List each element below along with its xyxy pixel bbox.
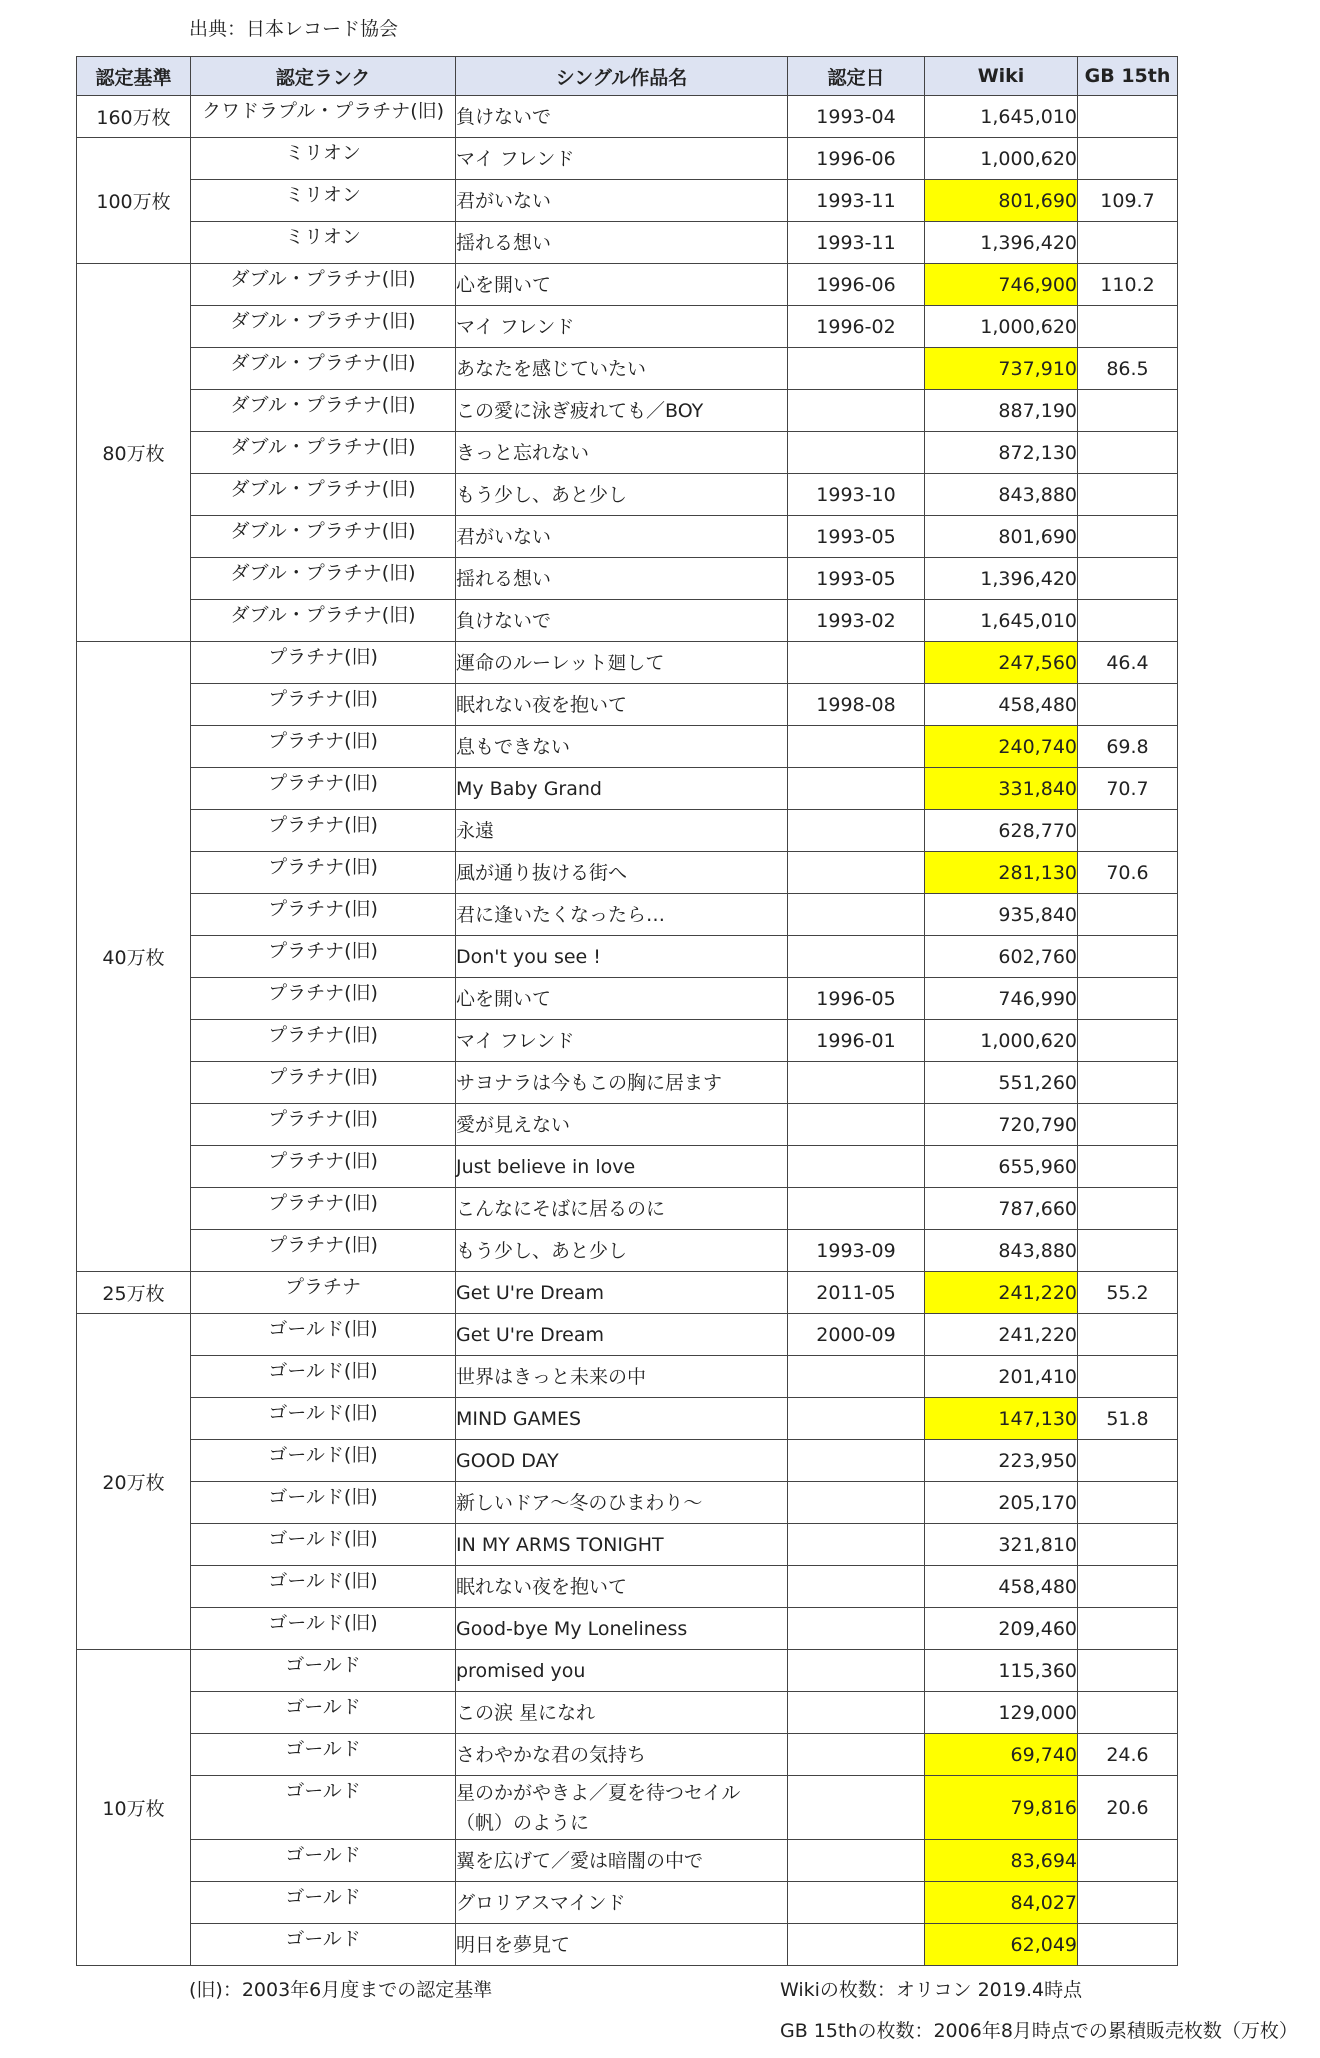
wiki-cell: 281,130 <box>925 852 1078 894</box>
title-cell: 愛が見えない <box>456 1104 788 1146</box>
rank-cell: プラチナ(旧) <box>191 894 456 936</box>
date-cell <box>788 1608 925 1650</box>
rank-cell: ダブル・プラチナ(旧) <box>191 348 456 390</box>
date-cell <box>788 810 925 852</box>
table-row <box>77 1776 1178 1840</box>
date-cell <box>788 348 925 390</box>
date-cell <box>788 1692 925 1734</box>
rank-cell: ゴールド <box>191 1924 456 1966</box>
date-cell <box>788 1146 925 1188</box>
wiki-cell: 201,410 <box>925 1356 1078 1398</box>
table-row <box>77 222 1178 264</box>
table-row <box>77 1188 1178 1230</box>
table-row <box>77 1356 1178 1398</box>
wiki-cell: 1,645,010 <box>925 96 1078 138</box>
rank-cell: ゴールド(旧) <box>191 1482 456 1524</box>
wiki-cell: 655,960 <box>925 1146 1078 1188</box>
gb15th-cell <box>1078 1440 1178 1482</box>
date-cell: 1993-05 <box>788 558 925 600</box>
gb15th-cell <box>1078 600 1178 642</box>
wiki-cell: 1,396,420 <box>925 558 1078 600</box>
gb15th-cell <box>1078 684 1178 726</box>
title-cell: 君がいない <box>456 516 788 558</box>
wiki-cell: 241,220 <box>925 1314 1078 1356</box>
rank-cell: プラチナ(旧) <box>191 1062 456 1104</box>
rank-cell: ゴールド <box>191 1734 456 1776</box>
gb15th-cell <box>1078 1188 1178 1230</box>
table-row <box>77 180 1178 222</box>
gb15th-cell: 51.8 <box>1078 1398 1178 1440</box>
title-cell: My Baby Grand <box>456 768 788 810</box>
wiki-cell: 1,645,010 <box>925 600 1078 642</box>
title-cell: 揺れる想い <box>456 222 788 264</box>
date-cell <box>788 1734 925 1776</box>
threshold-cell: 25万枚 <box>77 1272 191 1314</box>
rank-cell: プラチナ(旧) <box>191 768 456 810</box>
wiki-cell: 746,990 <box>925 978 1078 1020</box>
gb15th-cell <box>1078 1020 1178 1062</box>
header-gb15th: GB 15th <box>1078 57 1178 96</box>
source-caption: 出典：日本レコード協会 <box>189 18 399 40</box>
wiki-cell: 69,740 <box>925 1734 1078 1776</box>
gb15th-cell <box>1078 96 1178 138</box>
title-cell: サヨナラは今もこの胸に居ます <box>456 1062 788 1104</box>
table-row <box>77 1840 1178 1882</box>
wiki-cell: 1,396,420 <box>925 222 1078 264</box>
date-cell <box>788 726 925 768</box>
wiki-cell: 935,840 <box>925 894 1078 936</box>
gb15th-cell <box>1078 558 1178 600</box>
rank-cell: プラチナ(旧) <box>191 1104 456 1146</box>
title-cell: さわやかな君の気持ち <box>456 1734 788 1776</box>
rank-cell: プラチナ(旧) <box>191 852 456 894</box>
title-cell: 眠れない夜を抱いて <box>456 684 788 726</box>
wiki-cell: 240,740 <box>925 726 1078 768</box>
gb15th-cell: 20.6 <box>1078 1776 1178 1840</box>
threshold-cell: 20万枚 <box>77 1314 191 1650</box>
wiki-cell: 241,220 <box>925 1272 1078 1314</box>
gb15th-cell <box>1078 222 1178 264</box>
date-cell <box>788 1650 925 1692</box>
title-cell: Get U're Dream <box>456 1314 788 1356</box>
date-cell <box>788 1882 925 1924</box>
date-cell: 1993-05 <box>788 516 925 558</box>
table-body <box>77 96 1178 1966</box>
date-cell <box>788 1104 925 1146</box>
date-cell: 1993-11 <box>788 222 925 264</box>
date-cell <box>788 768 925 810</box>
title-cell: 負けないで <box>456 96 788 138</box>
table-row <box>77 1882 1178 1924</box>
table-row <box>77 978 1178 1020</box>
title-cell: 君がいない <box>456 180 788 222</box>
gb15th-cell <box>1078 1608 1178 1650</box>
rank-cell: ゴールド(旧) <box>191 1566 456 1608</box>
rank-cell: ゴールド(旧) <box>191 1608 456 1650</box>
rank-cell: ゴールド <box>191 1650 456 1692</box>
table-row <box>77 1482 1178 1524</box>
rank-cell: プラチナ(旧) <box>191 1020 456 1062</box>
rank-cell: プラチナ(旧) <box>191 810 456 852</box>
gb15th-cell <box>1078 1104 1178 1146</box>
rank-cell: ダブル・プラチナ(旧) <box>191 432 456 474</box>
table-row <box>77 1440 1178 1482</box>
gb15th-cell <box>1078 474 1178 516</box>
title-cell: 揺れる想い <box>456 558 788 600</box>
gb15th-cell <box>1078 894 1178 936</box>
title-cell: 心を開いて <box>456 264 788 306</box>
gb15th-cell <box>1078 978 1178 1020</box>
gb15th-cell: 24.6 <box>1078 1734 1178 1776</box>
title-cell: この愛に泳ぎ疲れても／BOY <box>456 390 788 432</box>
wiki-cell: 458,480 <box>925 1566 1078 1608</box>
title-cell: 新しいドア～冬のひまわり～ <box>456 1482 788 1524</box>
gb15th-cell <box>1078 1650 1178 1692</box>
date-cell <box>788 1062 925 1104</box>
wiki-cell: 801,690 <box>925 180 1078 222</box>
date-cell: 1993-11 <box>788 180 925 222</box>
header-row <box>77 57 1178 96</box>
wiki-cell: 84,027 <box>925 1882 1078 1924</box>
rank-cell: プラチナ <box>191 1272 456 1314</box>
wiki-cell: 887,190 <box>925 390 1078 432</box>
title-cell: 風が通り抜ける街へ <box>456 852 788 894</box>
rank-cell: プラチナ(旧) <box>191 936 456 978</box>
date-cell <box>788 1840 925 1882</box>
gb15th-cell <box>1078 1062 1178 1104</box>
wiki-cell: 1,000,620 <box>925 306 1078 348</box>
date-cell <box>788 1188 925 1230</box>
table-row <box>77 1020 1178 1062</box>
header-rank: 認定ランク <box>191 57 456 96</box>
gb15th-cell <box>1078 1482 1178 1524</box>
date-cell <box>788 642 925 684</box>
gb15th-cell <box>1078 306 1178 348</box>
date-cell <box>788 1776 925 1840</box>
footnote-wiki: Wikiの枚数：オリコン 2019.4時点 <box>780 1979 1083 2001</box>
table-row <box>77 1062 1178 1104</box>
wiki-cell: 331,840 <box>925 768 1078 810</box>
threshold-cell: 40万枚 <box>77 642 191 1272</box>
rank-cell: ゴールド(旧) <box>191 1314 456 1356</box>
date-cell: 1996-01 <box>788 1020 925 1062</box>
title-cell: promised you <box>456 1650 788 1692</box>
rank-cell: プラチナ(旧) <box>191 642 456 684</box>
table-row <box>77 936 1178 978</box>
date-cell: 1993-09 <box>788 1230 925 1272</box>
wiki-cell: 872,130 <box>925 432 1078 474</box>
wiki-cell: 1,000,620 <box>925 1020 1078 1062</box>
table-row <box>77 264 1178 306</box>
table-row <box>77 1650 1178 1692</box>
table-row <box>77 516 1178 558</box>
title-cell: マイ フレンド <box>456 306 788 348</box>
table-row <box>77 1608 1178 1650</box>
wiki-cell: 843,880 <box>925 1230 1078 1272</box>
date-cell <box>788 1524 925 1566</box>
date-cell: 1998-08 <box>788 684 925 726</box>
date-cell <box>788 1566 925 1608</box>
date-cell <box>788 936 925 978</box>
wiki-cell: 458,480 <box>925 684 1078 726</box>
rank-cell: プラチナ(旧) <box>191 1146 456 1188</box>
date-cell <box>788 852 925 894</box>
title-cell: この涙 星になれ <box>456 1692 788 1734</box>
gb15th-cell: 70.7 <box>1078 768 1178 810</box>
table-row <box>77 1104 1178 1146</box>
table-row <box>77 768 1178 810</box>
table-row <box>77 642 1178 684</box>
wiki-cell: 746,900 <box>925 264 1078 306</box>
date-cell <box>788 390 925 432</box>
gb15th-cell: 69.8 <box>1078 726 1178 768</box>
rank-cell: ゴールド(旧) <box>191 1440 456 1482</box>
title-cell: 星のかがやきよ／夏を待つセイル（帆）のように <box>456 1776 788 1840</box>
wiki-cell: 737,910 <box>925 348 1078 390</box>
gb15th-cell <box>1078 1692 1178 1734</box>
title-cell: Just believe in love <box>456 1146 788 1188</box>
gb15th-cell <box>1078 1146 1178 1188</box>
gb15th-cell: 110.2 <box>1078 264 1178 306</box>
date-cell <box>788 432 925 474</box>
table-row <box>77 1924 1178 1966</box>
header-wiki: Wiki <box>925 57 1078 96</box>
date-cell <box>788 1440 925 1482</box>
wiki-cell: 801,690 <box>925 516 1078 558</box>
wiki-cell: 209,460 <box>925 1608 1078 1650</box>
date-cell: 1996-06 <box>788 138 925 180</box>
title-cell: GOOD DAY <box>456 1440 788 1482</box>
gb15th-cell <box>1078 390 1178 432</box>
table-row <box>77 96 1178 138</box>
gb15th-cell <box>1078 810 1178 852</box>
table-row <box>77 432 1178 474</box>
rank-cell: ゴールド(旧) <box>191 1524 456 1566</box>
date-cell: 1993-10 <box>788 474 925 516</box>
title-cell: 世界はきっと未来の中 <box>456 1356 788 1398</box>
threshold-cell: 100万枚 <box>77 138 191 264</box>
gb15th-cell <box>1078 1840 1178 1882</box>
rank-cell: ゴールド <box>191 1882 456 1924</box>
table-row <box>77 1566 1178 1608</box>
table-row <box>77 1146 1178 1188</box>
certification-table <box>76 56 1178 1966</box>
title-cell: 翼を広げて／愛は暗闇の中で <box>456 1840 788 1882</box>
header-date: 認定日 <box>788 57 925 96</box>
table-row <box>77 810 1178 852</box>
gb15th-cell <box>1078 516 1178 558</box>
rank-cell: ミリオン <box>191 222 456 264</box>
wiki-cell: 115,360 <box>925 1650 1078 1692</box>
threshold-cell: 10万枚 <box>77 1650 191 1966</box>
table-row <box>77 474 1178 516</box>
date-cell <box>788 1398 925 1440</box>
title-cell: グロリアスマインド <box>456 1882 788 1924</box>
wiki-cell: 247,560 <box>925 642 1078 684</box>
rank-cell: プラチナ(旧) <box>191 1230 456 1272</box>
gb15th-cell <box>1078 1566 1178 1608</box>
gb15th-cell: 86.5 <box>1078 348 1178 390</box>
gb15th-cell: 55.2 <box>1078 1272 1178 1314</box>
wiki-cell: 720,790 <box>925 1104 1078 1146</box>
wiki-cell: 79,816 <box>925 1776 1078 1840</box>
rank-cell: ミリオン <box>191 180 456 222</box>
title-cell: MIND GAMES <box>456 1398 788 1440</box>
wiki-cell: 843,880 <box>925 474 1078 516</box>
table-row <box>77 1230 1178 1272</box>
title-cell: もう少し、あと少し <box>456 1230 788 1272</box>
wiki-cell: 628,770 <box>925 810 1078 852</box>
wiki-cell: 551,260 <box>925 1062 1078 1104</box>
title-cell: 君に逢いたくなったら… <box>456 894 788 936</box>
footnote-old-standard: (旧)：2003年6月度までの認定基準 <box>189 1979 493 2001</box>
gb15th-cell <box>1078 432 1178 474</box>
title-cell: きっと忘れない <box>456 432 788 474</box>
table-row <box>77 1734 1178 1776</box>
rank-cell: プラチナ(旧) <box>191 684 456 726</box>
title-cell: IN MY ARMS TONIGHT <box>456 1524 788 1566</box>
title-cell: Don't you see ! <box>456 936 788 978</box>
title-cell: 永遠 <box>456 810 788 852</box>
title-cell: もう少し、あと少し <box>456 474 788 516</box>
rank-cell: ゴールド <box>191 1776 456 1840</box>
table-row <box>77 600 1178 642</box>
header-threshold: 認定基準 <box>77 57 191 96</box>
table-row <box>77 1524 1178 1566</box>
table-row <box>77 138 1178 180</box>
date-cell: 1996-05 <box>788 978 925 1020</box>
title-cell: マイ フレンド <box>456 1020 788 1062</box>
rank-cell: ダブル・プラチナ(旧) <box>191 264 456 306</box>
table-row <box>77 558 1178 600</box>
date-cell: 2000-09 <box>788 1314 925 1356</box>
table-row <box>77 894 1178 936</box>
date-cell <box>788 1482 925 1524</box>
gb15th-cell <box>1078 1924 1178 1966</box>
date-cell: 2011-05 <box>788 1272 925 1314</box>
rank-cell: ゴールド(旧) <box>191 1398 456 1440</box>
title-cell: Get U're Dream <box>456 1272 788 1314</box>
title-cell: あなたを感じていたい <box>456 348 788 390</box>
gb15th-cell <box>1078 1314 1178 1356</box>
rank-cell: クワドラプル・プラチナ(旧) <box>191 96 456 138</box>
title-cell: 眠れない夜を抱いて <box>456 1566 788 1608</box>
wiki-cell: 83,694 <box>925 1840 1078 1882</box>
gb15th-cell <box>1078 936 1178 978</box>
wiki-cell: 147,130 <box>925 1398 1078 1440</box>
rank-cell: ダブル・プラチナ(旧) <box>191 600 456 642</box>
gb15th-cell <box>1078 1356 1178 1398</box>
date-cell: 1996-06 <box>788 264 925 306</box>
title-cell: 心を開いて <box>456 978 788 1020</box>
wiki-cell: 205,170 <box>925 1482 1078 1524</box>
table-row <box>77 1314 1178 1356</box>
date-cell: 1993-02 <box>788 600 925 642</box>
table-row <box>77 726 1178 768</box>
rank-cell: ゴールド(旧) <box>191 1356 456 1398</box>
footnote-gb: GB 15thの枚数：2006年8月時点での累積販売枚数（万枚） <box>780 2020 1298 2042</box>
title-cell: 運命のルーレット廻して <box>456 642 788 684</box>
date-cell <box>788 1356 925 1398</box>
date-cell <box>788 894 925 936</box>
wiki-cell: 321,810 <box>925 1524 1078 1566</box>
rank-cell: ゴールド <box>191 1840 456 1882</box>
table-row <box>77 348 1178 390</box>
table-row <box>77 306 1178 348</box>
rank-cell: プラチナ(旧) <box>191 978 456 1020</box>
threshold-cell: 80万枚 <box>77 264 191 642</box>
rank-cell: プラチナ(旧) <box>191 726 456 768</box>
rank-cell: ダブル・プラチナ(旧) <box>191 474 456 516</box>
wiki-cell: 1,000,620 <box>925 138 1078 180</box>
gb15th-cell: 109.7 <box>1078 180 1178 222</box>
date-cell: 1996-02 <box>788 306 925 348</box>
header-title: シングル作品名 <box>456 57 788 96</box>
wiki-cell: 787,660 <box>925 1188 1078 1230</box>
gb15th-cell <box>1078 1230 1178 1272</box>
title-cell: マイ フレンド <box>456 138 788 180</box>
table-row <box>77 1692 1178 1734</box>
gb15th-cell <box>1078 1882 1178 1924</box>
rank-cell: ダブル・プラチナ(旧) <box>191 390 456 432</box>
wiki-cell: 129,000 <box>925 1692 1078 1734</box>
gb15th-cell <box>1078 1524 1178 1566</box>
wiki-cell: 62,049 <box>925 1924 1078 1966</box>
rank-cell: ダブル・プラチナ(旧) <box>191 516 456 558</box>
title-cell: こんなにそばに居るのに <box>456 1188 788 1230</box>
rank-cell: プラチナ(旧) <box>191 1188 456 1230</box>
date-cell <box>788 1924 925 1966</box>
title-cell: 息もできない <box>456 726 788 768</box>
table-row <box>77 1398 1178 1440</box>
title-cell: 負けないで <box>456 600 788 642</box>
title-cell: Good-bye My Loneliness <box>456 1608 788 1650</box>
table-row <box>77 852 1178 894</box>
gb15th-cell: 70.6 <box>1078 852 1178 894</box>
threshold-cell: 160万枚 <box>77 96 191 138</box>
gb15th-cell: 46.4 <box>1078 642 1178 684</box>
rank-cell: ミリオン <box>191 138 456 180</box>
title-cell: 明日を夢見て <box>456 1924 788 1966</box>
gb15th-cell <box>1078 138 1178 180</box>
table-row <box>77 684 1178 726</box>
wiki-cell: 602,760 <box>925 936 1078 978</box>
table-row <box>77 390 1178 432</box>
table-row <box>77 1272 1178 1314</box>
rank-cell: ゴールド <box>191 1692 456 1734</box>
date-cell: 1993-04 <box>788 96 925 138</box>
rank-cell: ダブル・プラチナ(旧) <box>191 558 456 600</box>
wiki-cell: 223,950 <box>925 1440 1078 1482</box>
rank-cell: ダブル・プラチナ(旧) <box>191 306 456 348</box>
